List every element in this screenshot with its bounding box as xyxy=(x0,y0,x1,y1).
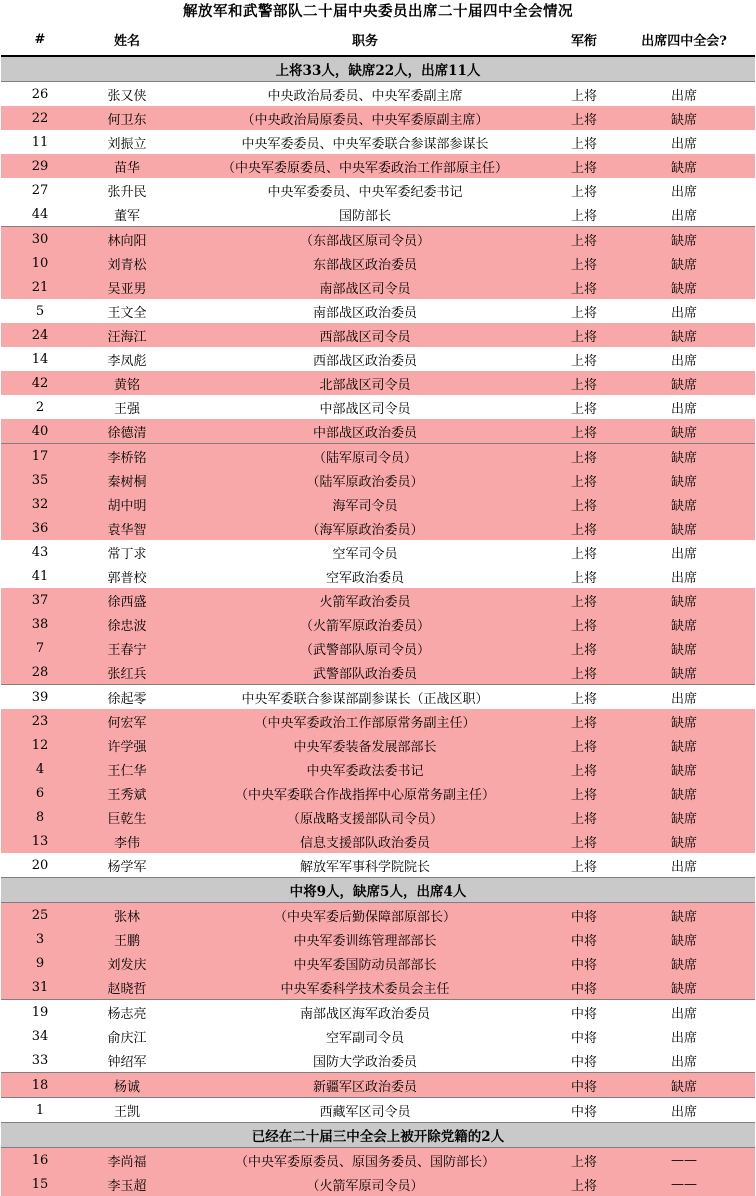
cell-rank: 中将 xyxy=(555,1073,613,1098)
cell-rank: 上将 xyxy=(555,540,613,564)
cell-rank: 上将 xyxy=(555,82,613,107)
table-row xyxy=(1,395,755,419)
cell-num: 28 xyxy=(1,660,79,685)
cell-name: 李伟 xyxy=(79,829,175,853)
cell-attend: 出席 xyxy=(613,82,755,107)
cell-rank: 上将 xyxy=(555,251,613,275)
cell-rank: 上将 xyxy=(555,347,613,371)
cell-num: 16 xyxy=(1,1148,79,1173)
table-row xyxy=(1,419,755,444)
cell-rank: 上将 xyxy=(555,757,613,781)
cell-attend: 出席 xyxy=(613,1048,755,1073)
cell-num: 36 xyxy=(1,516,79,540)
cell-rank: 上将 xyxy=(555,829,613,853)
cell-rank: 中将 xyxy=(555,903,613,928)
cell-num: 29 xyxy=(1,154,79,178)
table-row xyxy=(1,275,755,299)
cell-num: 3 xyxy=(1,927,79,951)
cell-attend: —— xyxy=(613,1172,755,1196)
cell-rank: 上将 xyxy=(555,636,613,660)
cell-rank: 上将 xyxy=(555,468,613,492)
cell-post: 新疆军区政治委员 xyxy=(175,1073,555,1098)
cell-num: 11 xyxy=(1,130,79,154)
cell-name: 王文全 xyxy=(79,299,175,323)
table-row xyxy=(1,951,755,975)
cell-attend: 缺席 xyxy=(613,636,755,660)
cell-attend: 出席 xyxy=(613,1098,755,1123)
table-row xyxy=(1,805,755,829)
cell-rank: 上将 xyxy=(555,227,613,252)
table-row xyxy=(1,1000,755,1025)
table-row xyxy=(1,444,755,469)
table-row xyxy=(1,975,755,1000)
cell-rank: 中将 xyxy=(555,1000,613,1025)
table-row xyxy=(1,468,755,492)
cell-post: 海军司令员 xyxy=(175,492,555,516)
cell-num: 42 xyxy=(1,371,79,395)
cell-rank: 中将 xyxy=(555,1098,613,1123)
cell-name: 徐忠波 xyxy=(79,612,175,636)
cell-num: 35 xyxy=(1,468,79,492)
cell-attend: 缺席 xyxy=(613,903,755,928)
cell-rank: 中将 xyxy=(555,951,613,975)
cell-attend: 出席 xyxy=(613,299,755,323)
cell-post: 中部战区司令员 xyxy=(175,395,555,419)
cell-attend: 缺席 xyxy=(613,154,755,178)
cell-name: 王鹏 xyxy=(79,927,175,951)
cell-name: 王仁华 xyxy=(79,757,175,781)
cell-name: 袁华智 xyxy=(79,516,175,540)
section-header-row xyxy=(1,1123,755,1148)
cell-name: 黄铭 xyxy=(79,371,175,395)
cell-post: 火箭军政治委员 xyxy=(175,588,555,612)
cell-num: 37 xyxy=(1,588,79,612)
cell-name: 苗华 xyxy=(79,154,175,178)
cell-rank: 上将 xyxy=(555,178,613,202)
cell-post: 西部战区政治委员 xyxy=(175,347,555,371)
cell-post: （中央军委联合作战指挥中心原常务副主任） xyxy=(175,781,555,805)
table-row xyxy=(1,323,755,347)
cell-attend: —— xyxy=(613,1148,755,1173)
cell-attend: 出席 xyxy=(613,685,755,710)
cell-post: 中央军委科学技术委员会主任 xyxy=(175,975,555,1000)
table-row xyxy=(1,82,755,107)
table-row xyxy=(1,202,755,227)
table-row xyxy=(1,516,755,540)
cell-name: 巨乾生 xyxy=(79,805,175,829)
cell-name: 徐德清 xyxy=(79,419,175,444)
cell-post: （火箭军原政治委员） xyxy=(175,612,555,636)
cell-rank: 上将 xyxy=(555,154,613,178)
cell-attend: 出席 xyxy=(613,1000,755,1025)
cell-rank: 上将 xyxy=(555,660,613,685)
cell-attend: 出席 xyxy=(613,178,755,202)
table-row xyxy=(1,1148,755,1173)
cell-num: 20 xyxy=(1,853,79,878)
cell-post: 中央军委委员、中央军委纪委书记 xyxy=(175,178,555,202)
cell-num: 8 xyxy=(1,805,79,829)
table-row xyxy=(1,347,755,371)
cell-num: 6 xyxy=(1,781,79,805)
cell-attend: 缺席 xyxy=(613,709,755,733)
cell-post: （原战略支援部队司令员） xyxy=(175,805,555,829)
table-row xyxy=(1,1048,755,1073)
cell-name: 何卫东 xyxy=(79,106,175,130)
cell-name: 杨志亮 xyxy=(79,1000,175,1025)
table-row xyxy=(1,685,755,710)
cell-num: 4 xyxy=(1,757,79,781)
cell-num: 18 xyxy=(1,1073,79,1098)
cell-rank: 上将 xyxy=(555,685,613,710)
cell-post: （火箭军原司令员） xyxy=(175,1172,555,1196)
cell-post: 中央军委联合参谋部副参谋长（正战区职） xyxy=(175,685,555,710)
cell-rank: 中将 xyxy=(555,975,613,1000)
cell-num: 13 xyxy=(1,829,79,853)
cell-name: 王秀斌 xyxy=(79,781,175,805)
cell-post: 中央军委政法委书记 xyxy=(175,757,555,781)
cell-num: 5 xyxy=(1,299,79,323)
cell-post: （中央军委后勤保障部原部长） xyxy=(175,903,555,928)
cell-name: 李凤彪 xyxy=(79,347,175,371)
cell-name: 王强 xyxy=(79,395,175,419)
cell-name: 汪海江 xyxy=(79,323,175,347)
cell-post: 中央军委装备发展部部长 xyxy=(175,733,555,757)
cell-attend: 缺席 xyxy=(613,975,755,1000)
cell-num: 30 xyxy=(1,227,79,252)
cell-name: 杨诚 xyxy=(79,1073,175,1098)
cell-rank: 中将 xyxy=(555,927,613,951)
cell-attend: 缺席 xyxy=(613,805,755,829)
cell-rank: 上将 xyxy=(555,275,613,299)
attendance-table xyxy=(1,24,755,1196)
cell-attend: 缺席 xyxy=(613,829,755,853)
cell-post: 解放军军事科学院院长 xyxy=(175,853,555,878)
cell-post: 南部战区海军政治委员 xyxy=(175,1000,555,1025)
cell-attend: 缺席 xyxy=(613,733,755,757)
cell-num: 24 xyxy=(1,323,79,347)
cell-attend: 出席 xyxy=(613,202,755,227)
cell-post: 中央政治局委员、中央军委副主席 xyxy=(175,82,555,107)
table-row xyxy=(1,564,755,588)
section-heading: 上将33人，缺席22人，出席11人 xyxy=(1,56,755,82)
table-row xyxy=(1,1024,755,1048)
cell-post: 空军司令员 xyxy=(175,540,555,564)
cell-attend: 缺席 xyxy=(613,781,755,805)
table-row xyxy=(1,757,755,781)
cell-num: 33 xyxy=(1,1048,79,1073)
cell-num: 32 xyxy=(1,492,79,516)
cell-name: 张升民 xyxy=(79,178,175,202)
cell-num: 31 xyxy=(1,975,79,1000)
cell-attend: 出席 xyxy=(613,395,755,419)
cell-attend: 出席 xyxy=(613,564,755,588)
table-row xyxy=(1,660,755,685)
cell-attend: 缺席 xyxy=(613,468,755,492)
cell-rank: 中将 xyxy=(555,1048,613,1073)
cell-name: 常丁求 xyxy=(79,540,175,564)
cell-attend: 缺席 xyxy=(613,371,755,395)
cell-name: 李桥铭 xyxy=(79,444,175,469)
cell-rank: 上将 xyxy=(555,805,613,829)
cell-attend: 出席 xyxy=(613,853,755,878)
cell-num: 23 xyxy=(1,709,79,733)
column-header-num: # xyxy=(1,24,79,56)
cell-rank: 上将 xyxy=(555,395,613,419)
table-row xyxy=(1,251,755,275)
cell-num: 38 xyxy=(1,612,79,636)
cell-num: 27 xyxy=(1,178,79,202)
cell-num: 22 xyxy=(1,106,79,130)
column-header-attend: 出席四中全会? xyxy=(613,24,755,56)
cell-attend: 缺席 xyxy=(613,492,755,516)
cell-num: 1 xyxy=(1,1098,79,1123)
cell-post: 西藏军区司令员 xyxy=(175,1098,555,1123)
cell-rank: 上将 xyxy=(555,299,613,323)
cell-post: 信息支援部队政治委员 xyxy=(175,829,555,853)
cell-rank: 上将 xyxy=(555,516,613,540)
cell-name: 何宏军 xyxy=(79,709,175,733)
cell-attend: 缺席 xyxy=(613,951,755,975)
cell-name: 张红兵 xyxy=(79,660,175,685)
cell-rank: 上将 xyxy=(555,781,613,805)
cell-attend: 出席 xyxy=(613,130,755,154)
cell-name: 秦树桐 xyxy=(79,468,175,492)
cell-rank: 上将 xyxy=(555,323,613,347)
cell-name: 徐西盛 xyxy=(79,588,175,612)
cell-post: 南部战区政治委员 xyxy=(175,299,555,323)
cell-name: 许学强 xyxy=(79,733,175,757)
cell-name: 林向阳 xyxy=(79,227,175,252)
cell-num: 12 xyxy=(1,733,79,757)
cell-post: 西部战区司令员 xyxy=(175,323,555,347)
cell-post: 南部战区司令员 xyxy=(175,275,555,299)
cell-name: 刘青松 xyxy=(79,251,175,275)
cell-num: 10 xyxy=(1,251,79,275)
cell-name: 胡中明 xyxy=(79,492,175,516)
cell-rank: 上将 xyxy=(555,733,613,757)
cell-post: （陆军原政治委员） xyxy=(175,468,555,492)
cell-rank: 上将 xyxy=(555,202,613,227)
header-row xyxy=(1,24,755,56)
table-row xyxy=(1,227,755,252)
cell-post: （中央军委政治工作部原常务副主任） xyxy=(175,709,555,733)
cell-name: 张林 xyxy=(79,903,175,928)
table-row xyxy=(1,781,755,805)
cell-name: 张又侠 xyxy=(79,82,175,107)
cell-name: 王春宁 xyxy=(79,636,175,660)
cell-attend: 缺席 xyxy=(613,251,755,275)
table-body xyxy=(1,56,755,1196)
cell-name: 郭普校 xyxy=(79,564,175,588)
table-row xyxy=(1,927,755,951)
table-row xyxy=(1,588,755,612)
cell-attend: 缺席 xyxy=(613,927,755,951)
column-header-post: 职务 xyxy=(175,24,555,56)
cell-num: 17 xyxy=(1,444,79,469)
table-row xyxy=(1,853,755,878)
cell-name: 刘发庆 xyxy=(79,951,175,975)
table-row xyxy=(1,1098,755,1123)
cell-name: 俞庆江 xyxy=(79,1024,175,1048)
table-row xyxy=(1,612,755,636)
cell-post: 空军副司令员 xyxy=(175,1024,555,1048)
table-row xyxy=(1,733,755,757)
cell-post: 北部战区司令员 xyxy=(175,371,555,395)
cell-num: 39 xyxy=(1,685,79,710)
cell-rank: 上将 xyxy=(555,564,613,588)
cell-rank: 上将 xyxy=(555,106,613,130)
section-header-row xyxy=(1,56,755,82)
cell-attend: 缺席 xyxy=(613,1073,755,1098)
cell-rank: 上将 xyxy=(555,612,613,636)
cell-attend: 缺席 xyxy=(613,227,755,252)
table-row xyxy=(1,903,755,928)
cell-name: 王凯 xyxy=(79,1098,175,1123)
cell-num: 2 xyxy=(1,395,79,419)
cell-num: 40 xyxy=(1,419,79,444)
cell-post: （陆军原司令员） xyxy=(175,444,555,469)
table-row xyxy=(1,178,755,202)
cell-post: （中央军委原委员、中央军委政治工作部原主任） xyxy=(175,154,555,178)
cell-num: 15 xyxy=(1,1172,79,1196)
table-row xyxy=(1,829,755,853)
cell-rank: 上将 xyxy=(555,130,613,154)
cell-post: 东部战区政治委员 xyxy=(175,251,555,275)
column-header-rank: 军衔 xyxy=(555,24,613,56)
cell-post: （东部战区原司令员） xyxy=(175,227,555,252)
table-row xyxy=(1,636,755,660)
cell-num: 7 xyxy=(1,636,79,660)
cell-attend: 缺席 xyxy=(613,419,755,444)
table-row xyxy=(1,130,755,154)
cell-attend: 缺席 xyxy=(613,612,755,636)
cell-name: 钟绍军 xyxy=(79,1048,175,1073)
cell-num: 41 xyxy=(1,564,79,588)
cell-attend: 缺席 xyxy=(613,516,755,540)
cell-post: 中部战区政治委员 xyxy=(175,419,555,444)
cell-num: 34 xyxy=(1,1024,79,1048)
cell-post: 中央军委委员、中央军委联合参谋部参谋长 xyxy=(175,130,555,154)
cell-name: 赵晓哲 xyxy=(79,975,175,1000)
cell-num: 21 xyxy=(1,275,79,299)
table-row xyxy=(1,492,755,516)
cell-num: 14 xyxy=(1,347,79,371)
cell-name: 李尚福 xyxy=(79,1148,175,1173)
cell-num: 9 xyxy=(1,951,79,975)
page-title: 解放军和武警部队二十届中央委员出席二十届四中全会情况 xyxy=(183,3,573,20)
cell-rank: 上将 xyxy=(555,588,613,612)
cell-attend: 出席 xyxy=(613,1024,755,1048)
cell-attend: 缺席 xyxy=(613,444,755,469)
table-row xyxy=(1,1073,755,1098)
cell-attend: 缺席 xyxy=(613,757,755,781)
cell-rank: 上将 xyxy=(555,1148,613,1173)
cell-post: （武警部队原司令员） xyxy=(175,636,555,660)
table-row xyxy=(1,540,755,564)
cell-num: 43 xyxy=(1,540,79,564)
cell-rank: 上将 xyxy=(555,419,613,444)
cell-attend: 缺席 xyxy=(613,106,755,130)
section-heading: 中将9人，缺席5人，出席4人 xyxy=(1,878,755,903)
cell-num: 19 xyxy=(1,1000,79,1025)
section-header-row xyxy=(1,878,755,903)
table-row xyxy=(1,154,755,178)
table-row xyxy=(1,709,755,733)
table-row xyxy=(1,106,755,130)
cell-rank: 上将 xyxy=(555,492,613,516)
cell-rank: 上将 xyxy=(555,853,613,878)
table-row xyxy=(1,299,755,323)
cell-post: 武警部队政治委员 xyxy=(175,660,555,685)
cell-post: 空军政治委员 xyxy=(175,564,555,588)
cell-attend: 缺席 xyxy=(613,275,755,299)
cell-num: 25 xyxy=(1,903,79,928)
cell-num: 44 xyxy=(1,202,79,227)
cell-post: 国防大学政治委员 xyxy=(175,1048,555,1073)
cell-post: （中央政治局原委员、中央军委原副主席） xyxy=(175,106,555,130)
cell-attend: 出席 xyxy=(613,540,755,564)
cell-rank: 中将 xyxy=(555,1024,613,1048)
column-header-name: 姓名 xyxy=(79,24,175,56)
cell-rank: 上将 xyxy=(555,709,613,733)
table-row xyxy=(1,1172,755,1196)
table-row xyxy=(1,371,755,395)
cell-attend: 出席 xyxy=(613,347,755,371)
cell-rank: 上将 xyxy=(555,1172,613,1196)
cell-post: 国防部长 xyxy=(175,202,555,227)
cell-name: 董军 xyxy=(79,202,175,227)
cell-name: 刘振立 xyxy=(79,130,175,154)
cell-name: 徐起零 xyxy=(79,685,175,710)
cell-post: （海军原政治委员） xyxy=(175,516,555,540)
section-heading: 已经在二十届三中全会上被开除党籍的2人 xyxy=(1,1123,755,1148)
cell-attend: 缺席 xyxy=(613,588,755,612)
cell-name: 吴亚男 xyxy=(79,275,175,299)
cell-rank: 上将 xyxy=(555,371,613,395)
cell-num: 26 xyxy=(1,82,79,107)
cell-rank: 上将 xyxy=(555,444,613,469)
cell-attend: 缺席 xyxy=(613,323,755,347)
cell-attend: 缺席 xyxy=(613,660,755,685)
cell-post: （中央军委原委员、原国务委员、国防部长） xyxy=(175,1148,555,1173)
cell-name: 杨学军 xyxy=(79,853,175,878)
cell-post: 中央军委国防动员部部长 xyxy=(175,951,555,975)
cell-post: 中央军委训练管理部部长 xyxy=(175,927,555,951)
cell-name: 李玉超 xyxy=(79,1172,175,1196)
